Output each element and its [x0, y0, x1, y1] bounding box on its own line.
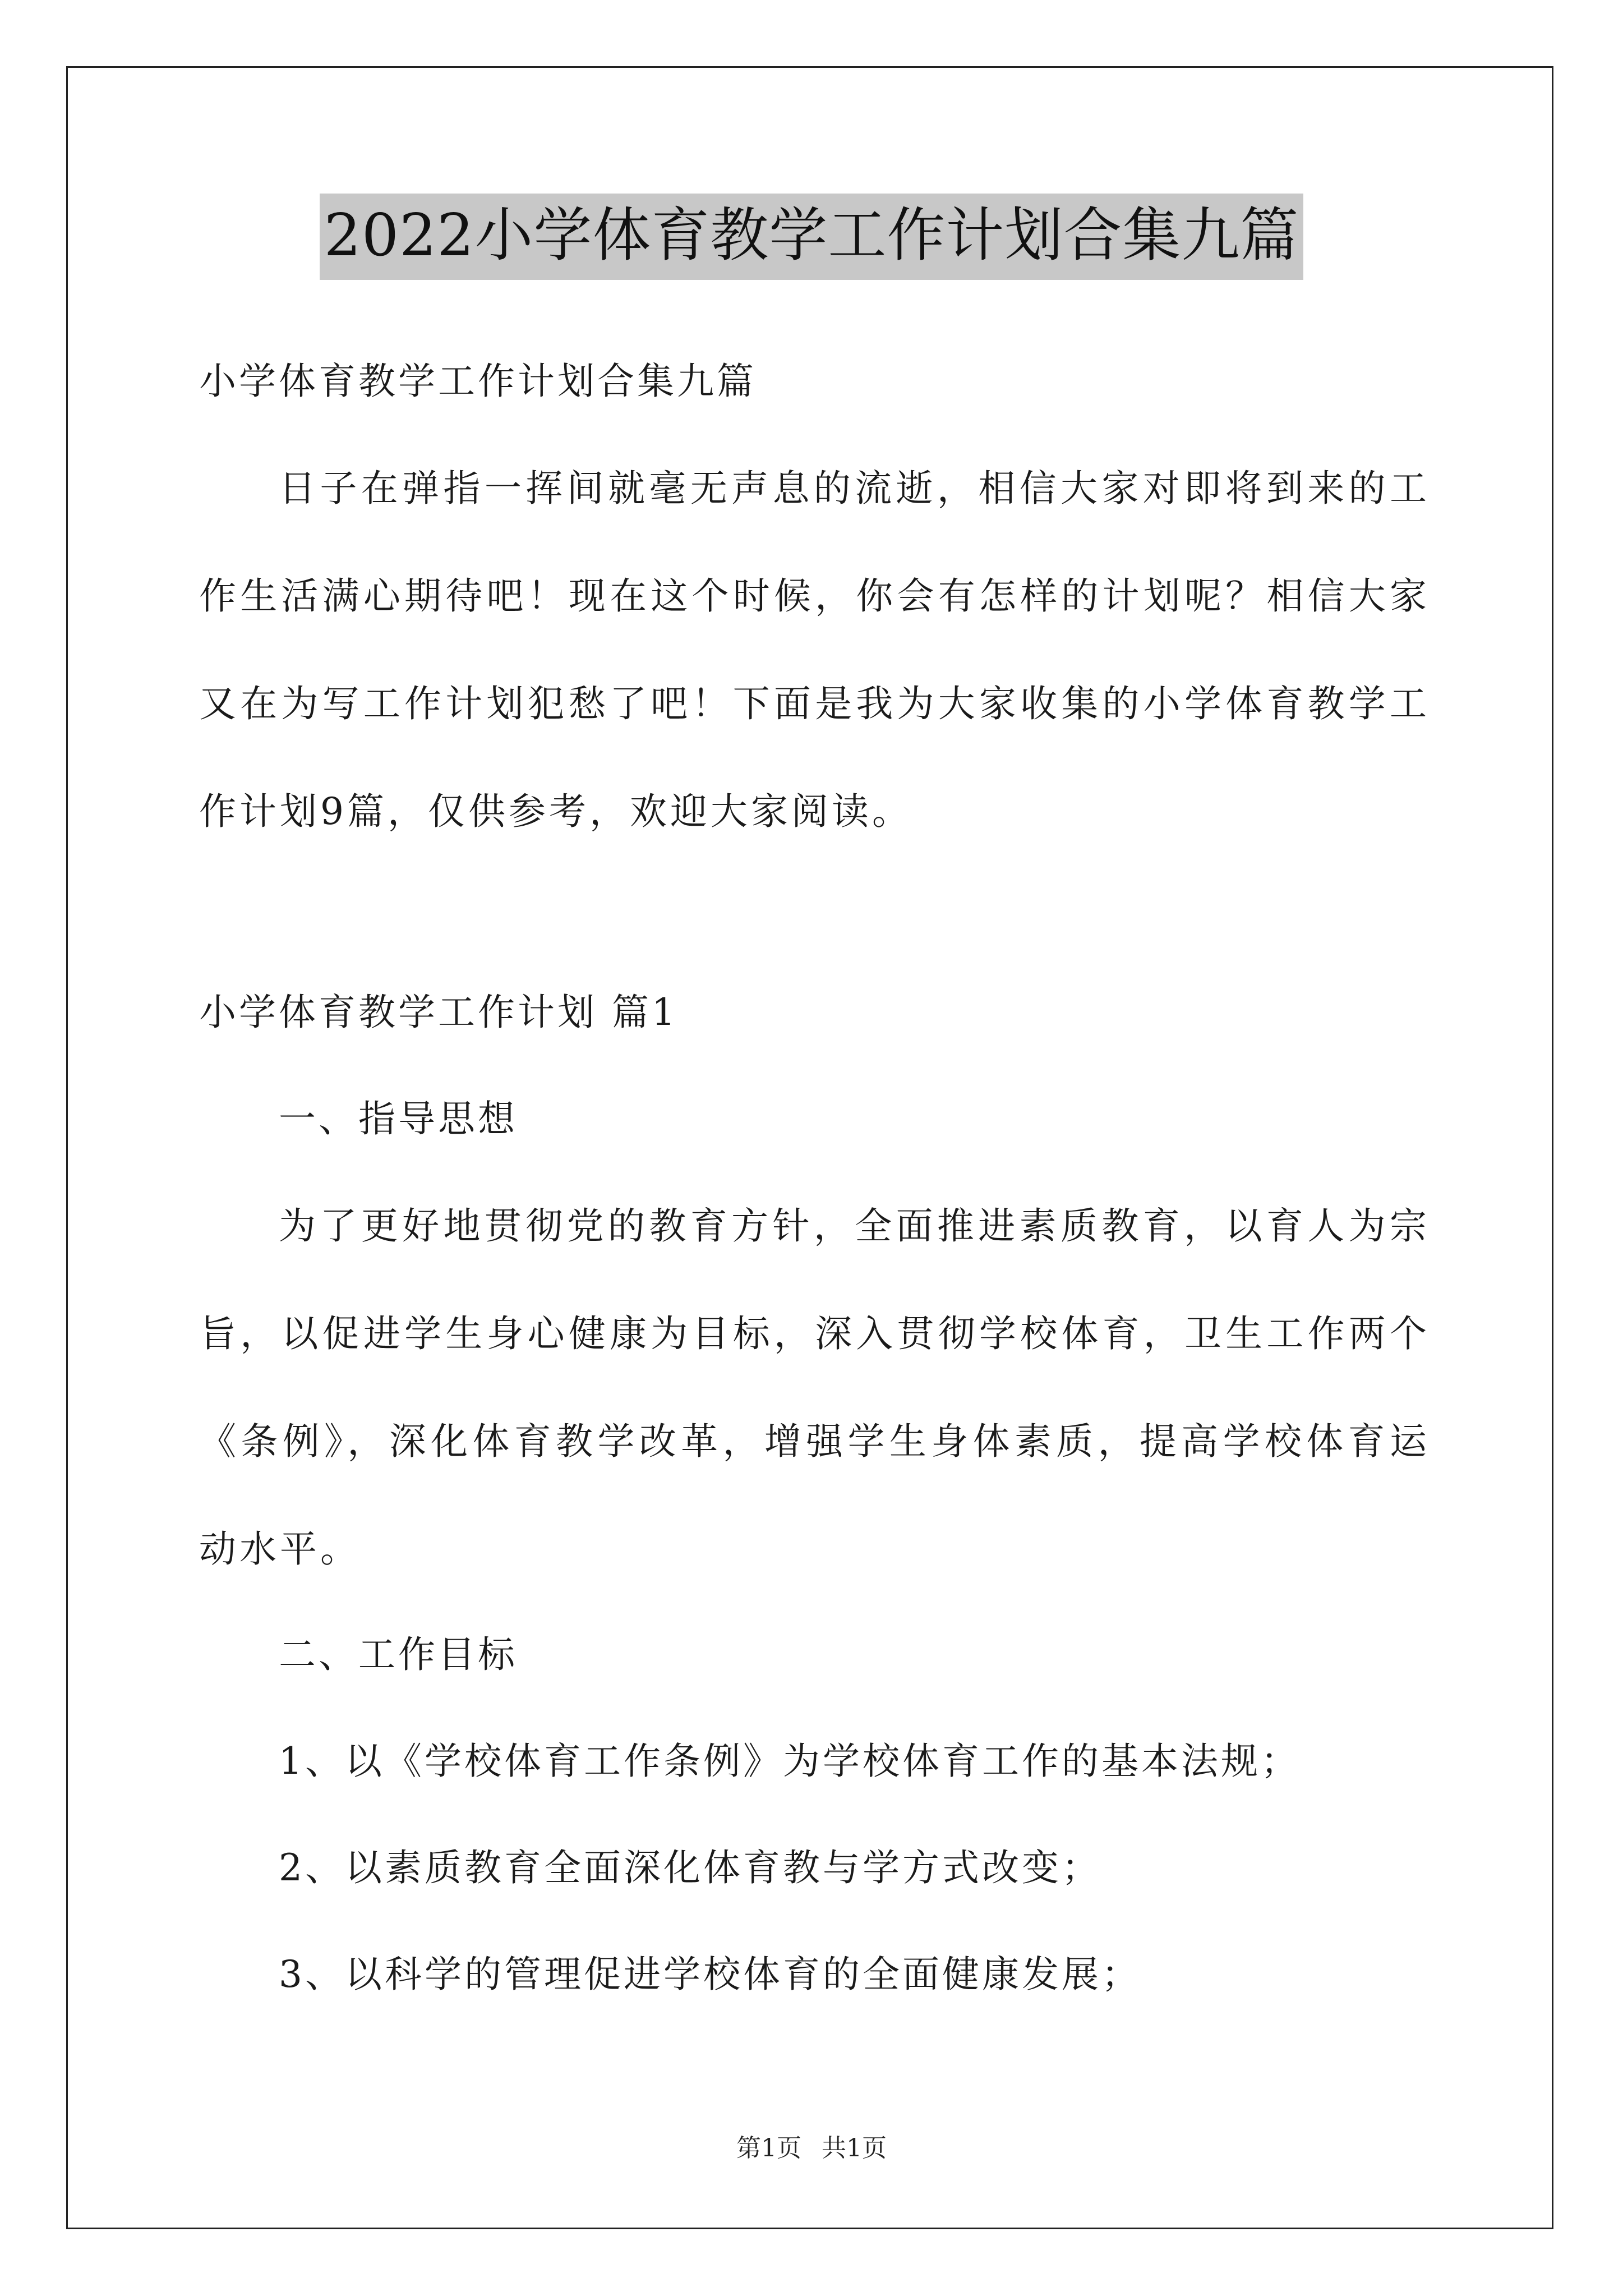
document-title: 2022小学体育教学工作计划合集九篇 [320, 194, 1304, 280]
heading-guiding-ideology: 一、指导思想 [279, 1097, 518, 1140]
intro-paragraph: 日子在弹指一挥间就毫无声息的流逝，相信大家对即将到来的工作生活满心期待吧！现在这个时候，你会有怎样的计划呢？相信大家又在为写工作计划犯愁了吧！下面是我为大家收集的小学体育教学工作计划9篇，仅供参考，欢迎大家阅读。 [199, 467, 1430, 833]
title-container [0, 194, 1623, 280]
document-subtitle: 小学体育教学工作计划合集九篇 [199, 360, 757, 403]
page-footer [0, 2132, 1623, 2165]
list-item: 2、以素质教育全面深化体育教与学方式改变； [279, 1846, 1101, 1889]
list-item: 3、以科学的管理促进学校体育的全面健康发展； [279, 1953, 1141, 1996]
section-heading: 小学体育教学工作计划 篇1 [199, 991, 678, 1034]
list-item: 1、以《学校体育工作条例》为学校体育工作的基本法规； [279, 1740, 1301, 1783]
heading-work-goals: 二、工作目标 [279, 1633, 518, 1676]
guiding-ideology-paragraph: 为了更好地贯彻党的教育方针，全面推进素质教育，以育人为宗旨，以促进学生身心健康为目标，深入贯彻学校体育，卫生工作两个《条例》，深化体育教学改革，增强学生身体素质，提高学校体育运动水平。 [199, 1204, 1430, 1571]
page-total: 共1页 [822, 2134, 887, 2162]
page-number: 第1页 [736, 2134, 801, 2162]
